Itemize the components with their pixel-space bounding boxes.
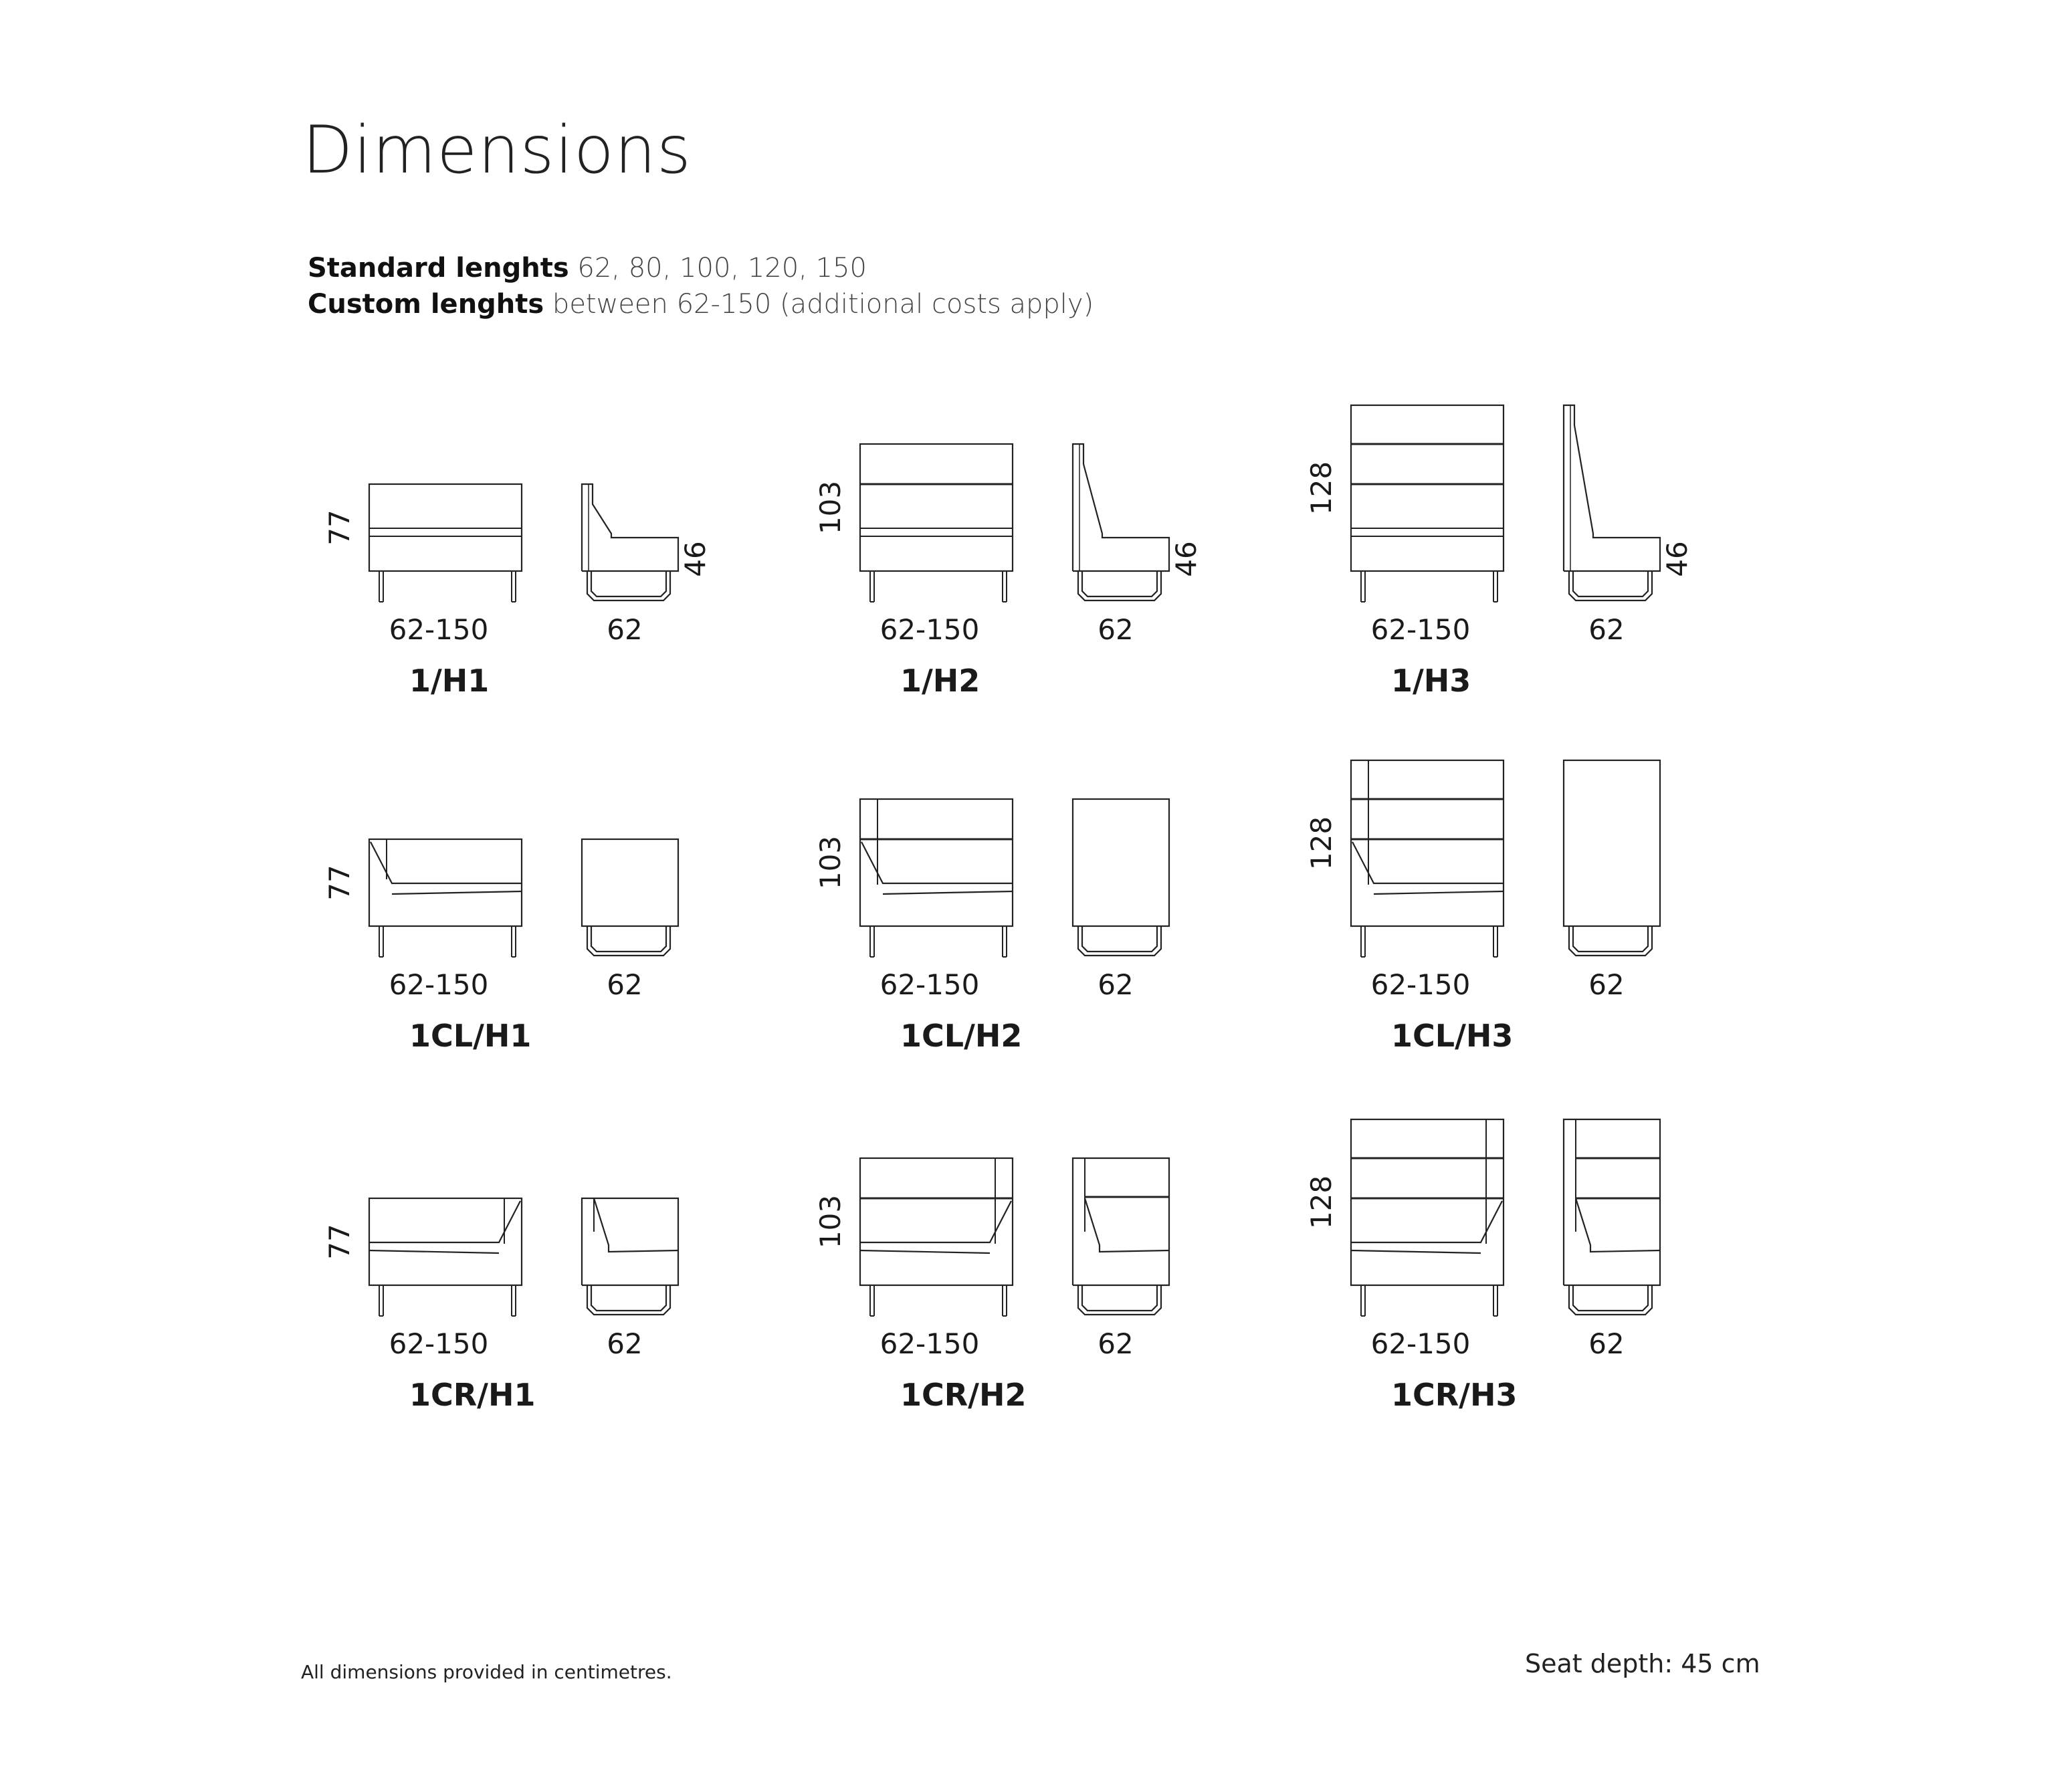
side-view bbox=[1564, 760, 1660, 956]
seat-line bbox=[1351, 1250, 1481, 1253]
front-body bbox=[860, 799, 1013, 926]
height-label: 77 bbox=[323, 1224, 356, 1260]
front-body bbox=[860, 1158, 1013, 1285]
side-profile bbox=[1564, 760, 1660, 926]
model-code: 1CR/H1 bbox=[409, 1377, 536, 1413]
standard-lengths-label: Standard lenghts bbox=[308, 253, 569, 284]
sled-base bbox=[1082, 1285, 1157, 1311]
sled-base bbox=[1082, 571, 1157, 596]
front-body bbox=[1351, 405, 1504, 571]
seat-depth-note: Seat depth: 45 cm bbox=[1525, 1649, 1760, 1678]
depth-label: 62 bbox=[607, 1327, 643, 1360]
length-label: 62-150 bbox=[1370, 1327, 1471, 1360]
seat-line bbox=[861, 842, 1013, 883]
seat-height-label: 46 bbox=[1170, 541, 1203, 577]
side-profile bbox=[1073, 1158, 1169, 1285]
front-view bbox=[369, 839, 522, 957]
model-1-h3 bbox=[1305, 405, 1693, 699]
seat-line bbox=[392, 891, 522, 894]
length-label: 62-150 bbox=[389, 1327, 489, 1360]
side-view bbox=[1564, 405, 1693, 600]
length-label: 62-150 bbox=[879, 613, 980, 646]
model-code: 1CL/H3 bbox=[1391, 1018, 1514, 1054]
front-view bbox=[1351, 1119, 1504, 1316]
model-1cr-h3 bbox=[1305, 1119, 1660, 1413]
depth-label: 62 bbox=[1588, 968, 1625, 1001]
length-label: 62-150 bbox=[389, 968, 489, 1001]
front-view bbox=[1351, 405, 1504, 602]
sled-base bbox=[1573, 571, 1648, 596]
height-label: 128 bbox=[1305, 461, 1338, 516]
model-code: 1CR/H2 bbox=[900, 1377, 1027, 1413]
side-view bbox=[1073, 1158, 1169, 1315]
depth-label: 62 bbox=[1588, 613, 1625, 646]
model-1cr-h2 bbox=[814, 1158, 1169, 1413]
sled-base bbox=[1573, 1285, 1648, 1311]
length-label: 62-150 bbox=[1370, 968, 1471, 1001]
side-view bbox=[582, 484, 712, 600]
side-view bbox=[1564, 1119, 1660, 1315]
side-seat-line bbox=[594, 1198, 678, 1252]
seat-line bbox=[883, 891, 1013, 894]
front-view bbox=[860, 1158, 1013, 1316]
side-profile bbox=[582, 839, 678, 926]
side-profile bbox=[582, 1198, 678, 1285]
sled-base bbox=[591, 926, 666, 952]
seat-line bbox=[369, 1250, 499, 1253]
model-code: 1CR/H3 bbox=[1391, 1377, 1518, 1413]
model-1cr-h1 bbox=[323, 1198, 678, 1413]
custom-lengths-value: between 62-150 (additional costs apply) bbox=[552, 289, 1094, 320]
seat-line bbox=[1351, 1201, 1502, 1242]
length-label: 62-150 bbox=[1370, 613, 1471, 646]
sled-base bbox=[591, 1285, 666, 1311]
front-view bbox=[1351, 760, 1504, 957]
side-view bbox=[1073, 444, 1203, 600]
seat-line bbox=[371, 842, 522, 883]
front-body bbox=[1351, 760, 1504, 926]
sled-base bbox=[1082, 926, 1157, 952]
height-label: 77 bbox=[323, 510, 356, 546]
height-label: 128 bbox=[1305, 1175, 1338, 1230]
seat-line bbox=[369, 1201, 520, 1242]
seat-line bbox=[1374, 891, 1504, 894]
seat-line bbox=[860, 1250, 990, 1253]
side-profile bbox=[582, 484, 678, 571]
depth-label: 62 bbox=[607, 613, 643, 646]
side-seat-line bbox=[1085, 1198, 1169, 1252]
standard-lengths-value: 62, 80, 100, 120, 150 bbox=[577, 253, 867, 284]
front-view bbox=[369, 1198, 522, 1316]
sled-base bbox=[1573, 926, 1648, 952]
side-view bbox=[582, 1198, 678, 1315]
model-1-h1 bbox=[323, 484, 712, 699]
front-body bbox=[1351, 1119, 1504, 1285]
depth-label: 62 bbox=[1098, 1327, 1134, 1360]
model-1-h2 bbox=[814, 444, 1203, 699]
height-label: 103 bbox=[814, 835, 847, 890]
depth-label: 62 bbox=[1098, 968, 1134, 1001]
side-profile bbox=[1073, 799, 1169, 926]
seat-height-label: 46 bbox=[679, 541, 712, 577]
depth-label: 62 bbox=[607, 968, 643, 1001]
side-view bbox=[1073, 799, 1169, 956]
side-profile bbox=[1073, 444, 1169, 571]
height-label: 128 bbox=[1305, 816, 1338, 871]
depth-label: 62 bbox=[1098, 613, 1134, 646]
side-profile bbox=[1564, 1119, 1660, 1285]
side-seat-line bbox=[1576, 1198, 1660, 1252]
height-label: 103 bbox=[814, 480, 847, 535]
model-code: 1/H1 bbox=[409, 663, 490, 699]
units-note: All dimensions provided in centimetres. bbox=[301, 1661, 672, 1683]
height-label: 103 bbox=[814, 1194, 847, 1249]
front-view bbox=[860, 799, 1013, 957]
custom-lengths-label: Custom lenghts bbox=[308, 289, 544, 320]
model-code: 1CL/H2 bbox=[900, 1018, 1023, 1054]
page-title: Dimensions bbox=[302, 112, 692, 189]
side-view bbox=[582, 839, 678, 956]
side-profile bbox=[1564, 405, 1660, 571]
model-code: 1/H3 bbox=[1391, 663, 1471, 699]
front-view bbox=[369, 484, 522, 602]
seat-height-label: 46 bbox=[1661, 541, 1693, 577]
length-label: 62-150 bbox=[389, 613, 489, 646]
height-label: 77 bbox=[323, 865, 356, 901]
model-code: 1/H2 bbox=[900, 663, 980, 699]
front-view bbox=[860, 444, 1013, 602]
sled-base bbox=[591, 571, 666, 596]
model-1cl-h3 bbox=[1305, 760, 1660, 1054]
model-1cl-h1 bbox=[323, 839, 678, 1054]
length-label: 62-150 bbox=[879, 968, 980, 1001]
length-label: 62-150 bbox=[879, 1327, 980, 1360]
seat-line bbox=[1352, 842, 1504, 883]
model-1cl-h2 bbox=[814, 799, 1169, 1054]
seat-line bbox=[860, 1201, 1011, 1242]
front-body bbox=[860, 444, 1013, 571]
model-code: 1CL/H1 bbox=[409, 1018, 532, 1054]
depth-label: 62 bbox=[1588, 1327, 1625, 1360]
